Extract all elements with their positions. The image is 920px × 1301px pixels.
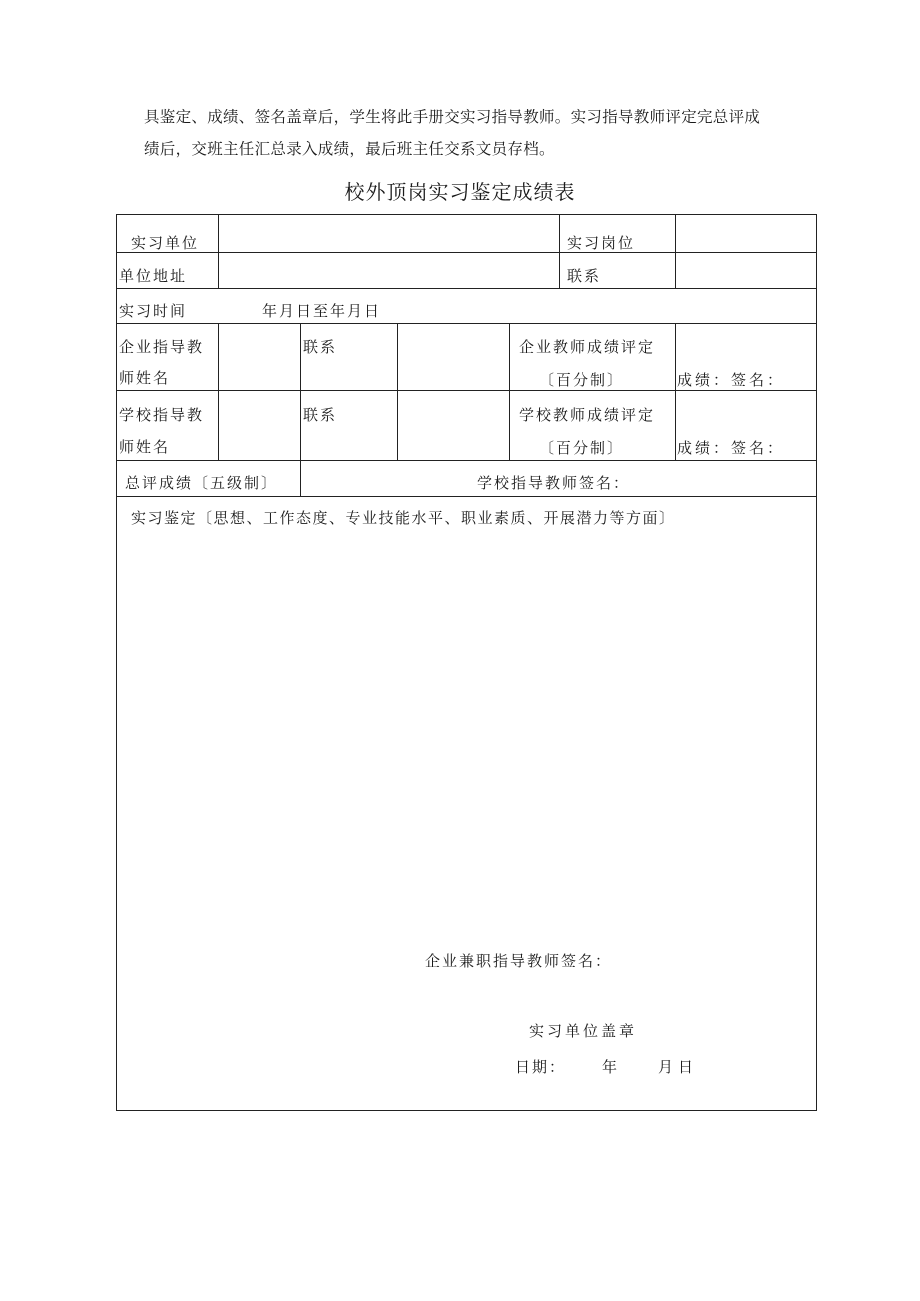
col-divider bbox=[397, 323, 398, 460]
enterprise-eval-label-1: 企业教师成绩评定 bbox=[519, 338, 656, 356]
intro-line-1: 具鉴定、成绩、签名盖章后，学生将此手册交实习指导教师。实习指导教师评定完总评成 bbox=[144, 108, 761, 126]
enterprise-score-sign: 成绩：签名： bbox=[677, 371, 786, 389]
school-score-sign: 成绩：签名： bbox=[677, 439, 786, 457]
page-title: 校外顶岗实习鉴定成绩表 bbox=[344, 180, 576, 204]
internship-time-label: 实习时间 bbox=[119, 302, 188, 320]
appraisal-label: 实习鉴定〔思想、工作态度、专业技能水平、职业素质、开展潜力等方面〕 bbox=[131, 509, 676, 527]
row-divider bbox=[117, 323, 816, 324]
internship-time-value: 年月日至年月日 bbox=[262, 302, 382, 320]
row-divider bbox=[117, 252, 816, 253]
intro-paragraph bbox=[144, 101, 814, 165]
enterprise-contact-label: 联系 bbox=[303, 338, 338, 356]
unit-address-label: 单位地址 bbox=[119, 267, 188, 285]
school-eval-label-2: 〔百分制〕 bbox=[539, 439, 625, 457]
school-teacher-label-1: 学校指导教 bbox=[119, 406, 205, 424]
unit-seal-label: 实习单位盖章 bbox=[529, 1022, 638, 1040]
col-divider bbox=[300, 323, 301, 496]
school-eval-label-1: 学校教师成绩评定 bbox=[519, 406, 656, 424]
school-contact-label: 联系 bbox=[303, 406, 338, 424]
col-divider bbox=[218, 323, 219, 460]
enterprise-eval-label-2: 〔百分制〕 bbox=[539, 371, 625, 389]
intro-line-2: 绩后，交班主任汇总录入成绩，最后班主任交系文员存档。 bbox=[144, 140, 555, 158]
row-divider bbox=[117, 288, 816, 289]
col-divider bbox=[509, 323, 510, 460]
col-divider bbox=[675, 323, 676, 460]
enterprise-teacher-label-1: 企业指导教 bbox=[119, 338, 205, 356]
internship-post-label: 实习岗位 bbox=[567, 234, 636, 252]
col-divider bbox=[675, 215, 676, 288]
row-divider bbox=[117, 460, 816, 461]
overall-score-label: 总评成绩〔五级制〕 bbox=[125, 474, 279, 492]
contact-label: 联系 bbox=[567, 267, 602, 285]
col-divider bbox=[218, 215, 219, 288]
appraisal-form-table bbox=[116, 214, 817, 1111]
col-divider bbox=[559, 215, 560, 288]
enterprise-teacher-label-2: 师姓名 bbox=[119, 369, 171, 387]
school-teacher-sign-label: 学校指导教师签名： bbox=[477, 474, 631, 492]
date-month-day: 月日 bbox=[658, 1058, 699, 1076]
row-divider bbox=[117, 390, 816, 391]
row-divider bbox=[117, 496, 816, 497]
enterprise-parttime-sign-label: 企业兼职指导教师签名： bbox=[425, 952, 613, 970]
date-label: 日期： bbox=[515, 1058, 567, 1076]
date-year: 年 bbox=[602, 1058, 620, 1076]
school-teacher-label-2: 师姓名 bbox=[119, 438, 171, 456]
internship-unit-label: 实习单位 bbox=[131, 234, 200, 252]
